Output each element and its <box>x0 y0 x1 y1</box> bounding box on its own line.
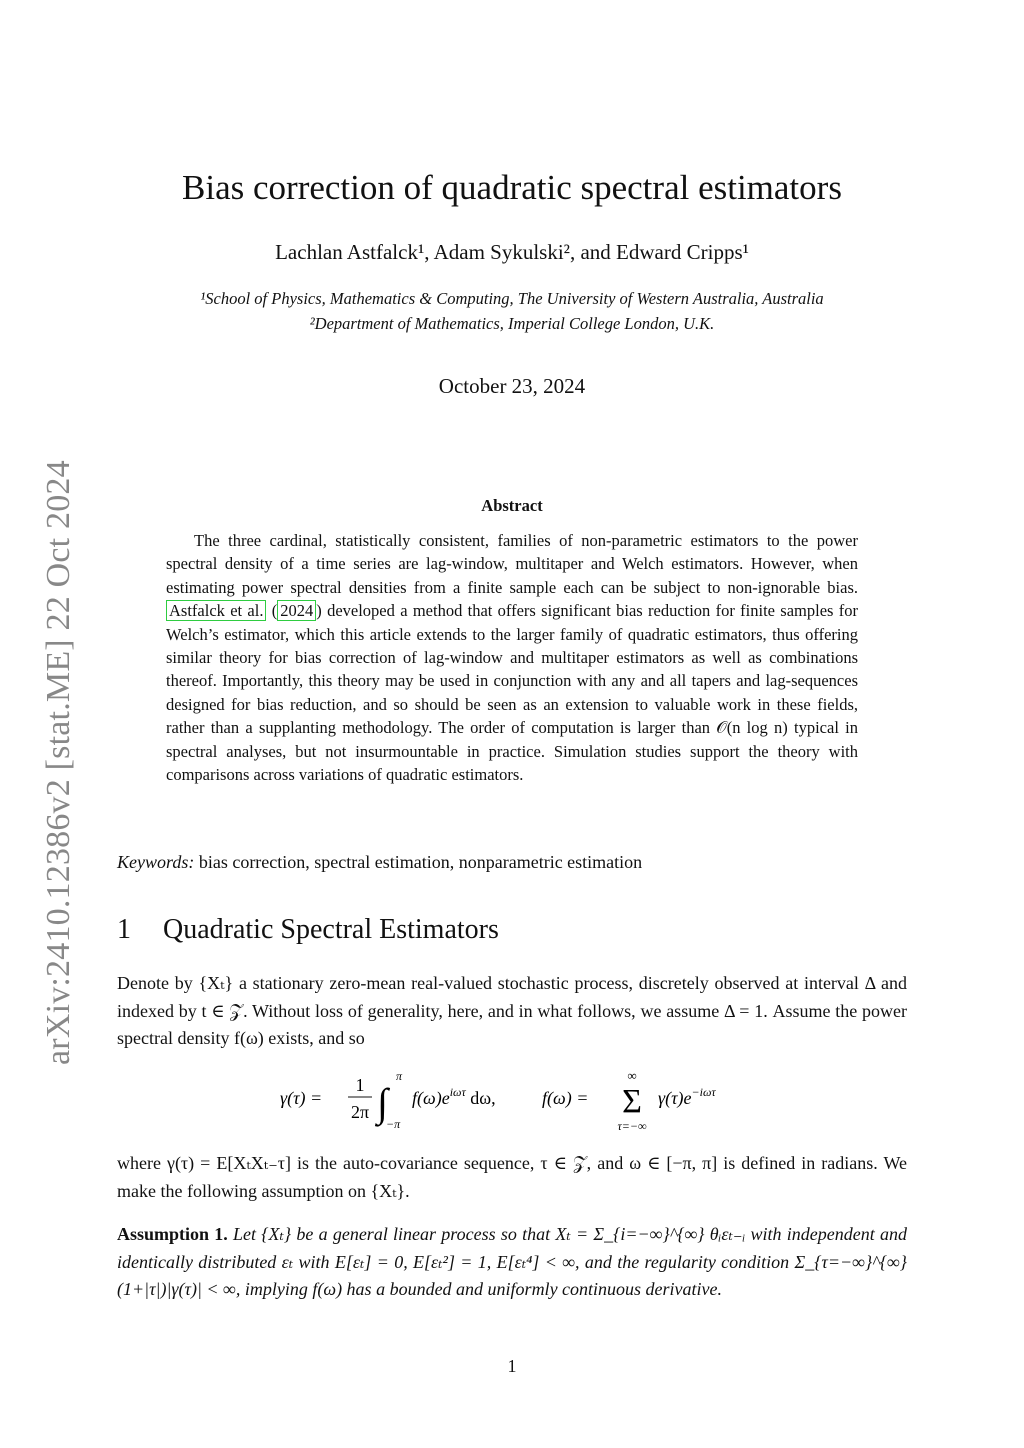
section-heading <box>117 914 499 946</box>
eq-integrand: $f(\omega)e^{i\omega\tau}$ dω, <box>412 1085 496 1108</box>
citation-link[interactable]: Astfalck et al. <box>166 600 266 621</box>
publication-date: October 23, 2024 <box>438 374 586 398</box>
section-number: 1 <box>117 914 131 945</box>
assumption-text: Let {Xₜ} be a general linear process so that Xₜ = Σ_{i=−∞}^{∞} θᵢεₜ₋ᵢ with independent and identically distributed εₜ with E[εₜ] = 0, E[εₜ²] = 1, E[εₜ⁴] < ∞, and the regularity condition Σ_{τ=−∞}^{∞} (1+|τ|)|γ(τ)| < ∞, implying f(ω) has a bounded and uniformly continuous derivative. <box>117 1224 907 1299</box>
affiliation-1: ¹School of Physics, Mathematics & Computing, The University of Western Australia, Australia <box>200 289 824 308</box>
eq-summand: $\gamma(\tau)e^{-i\omega\tau}$ <box>658 1085 716 1108</box>
citation-year-link[interactable]: 2024 <box>277 600 316 621</box>
abstract-text-part1: The three cardinal, statistically consistent, families of non-parametric estimators to the power spectral density of a time series are lag-window, multitaper and Welch estimators. However, when estimating power spectral densities from a finite sample each can be subject to non-ignorable bias. <box>166 531 858 597</box>
eq-fraction-denominator: 2π <box>350 1102 370 1122</box>
eq-integral-lower: −π <box>386 1117 401 1131</box>
paper-title: Bias correction of quadratic spectral estimators <box>182 168 842 207</box>
assumption-label: Assumption 1. <box>117 1224 228 1244</box>
keywords-text: bias correction, spectral estimation, nonparametric estimation <box>198 852 643 872</box>
arxiv-identifier: arXiv:2410.12386v2 [stat.ME] 22 Oct 2024 <box>40 460 77 1065</box>
assumption-block <box>117 1221 907 1304</box>
page-number: 1 <box>507 1356 517 1376</box>
eq-sum-lower: τ=−∞ <box>617 1119 647 1133</box>
abstract-body: The three cardinal, statistically consistent, families of non-parametric estimators to the power spectral density of a time series are lag-window, multitaper and Welch estimators. However, when estimating power spectral densities from a finite sample each can be subject to non-ignorable bias. Astfalck et al. ( 2024 ) developed a method that offers significant bias reduction for finite samples for Welch’s estimator, which this article extends to the larger family of quadratic estimators, thus offering similar theory for bias correction of lag-window and multitaper estimators as well as combinations thereof. Importantly, this theory may be used in conjunction with any and all tapers and lag-sequences designed for bias reduction, and so should be seen as an extension to valuable work in these fields, rather than a supplanting methodology. The order of computation is larger than 𝒪(n log n) typical in spectral analyses, but not insurmountable in practice. Simulation studies support the theory with comparisons across variations of quadratic estimators. <box>166 531 858 785</box>
display-equation <box>280 1068 760 1134</box>
eq-integral-upper: π <box>396 1069 403 1083</box>
section-title: Quadratic Spectral Estimators <box>163 914 499 945</box>
arxiv-sidebar <box>40 445 76 1065</box>
affiliation-2: ²Department of Mathematics, Imperial College London, U.K. <box>309 314 715 333</box>
abstract-heading: Abstract <box>481 496 543 515</box>
keywords-label: Keywords: <box>117 852 195 872</box>
paragraph-2: where γ(τ) = E[XₜXₜ₋τ] is the auto-covariance sequence, τ ∈ 𝒵, and ω ∈ [−π, π] is defined in radians. We make the following assumption on {Xₜ}. <box>117 1153 907 1201</box>
eq-sum-upper: ∞ <box>627 1068 637 1083</box>
eq-fraction-numerator: 1 <box>355 1075 365 1095</box>
author-list: Lachlan Astfalck¹, Adam Sykulski², and Edward Cripps¹ <box>275 240 749 264</box>
abstract-text-part2: developed a method that offers significant bias reduction for finite samples for Welch’s estimator, which this article extends to the larger family of quadratic estimators, thus offering similar theory for bias correction of lag-window and multitaper estimators as well as combinations thereof. Importantly, this theory may be used in conjunction with any and all tapers and lag-sequences designed for bias reduction, and so should be seen as an extension to valuable work in these fields, rather than a supplanting methodology. The order of computation is larger than 𝒪(n log n) typical in spectral analyses, but not insurmountable in practice. Simulation studies support the theory with comparisons across variations of quadratic estimators. <box>166 601 858 785</box>
eq-sum-sign: Σ <box>622 1083 642 1120</box>
eq-integral-sign: ∫ <box>377 1080 388 1125</box>
eq-lhs-gamma: γ(τ) = <box>280 1088 323 1108</box>
paragraph-1: Denote by {Xₜ} a stationary zero-mean real-valued stochastic process, discretely observed at interval Δ and indexed by t ∈ 𝒵. Without loss of generality, here, and in what follows, we assume Δ = 1. Assume the power spectral density f(ω) exists, and so <box>117 973 907 1048</box>
keywords-line <box>117 852 642 873</box>
eq-lhs-f: f(ω) = <box>542 1088 589 1108</box>
